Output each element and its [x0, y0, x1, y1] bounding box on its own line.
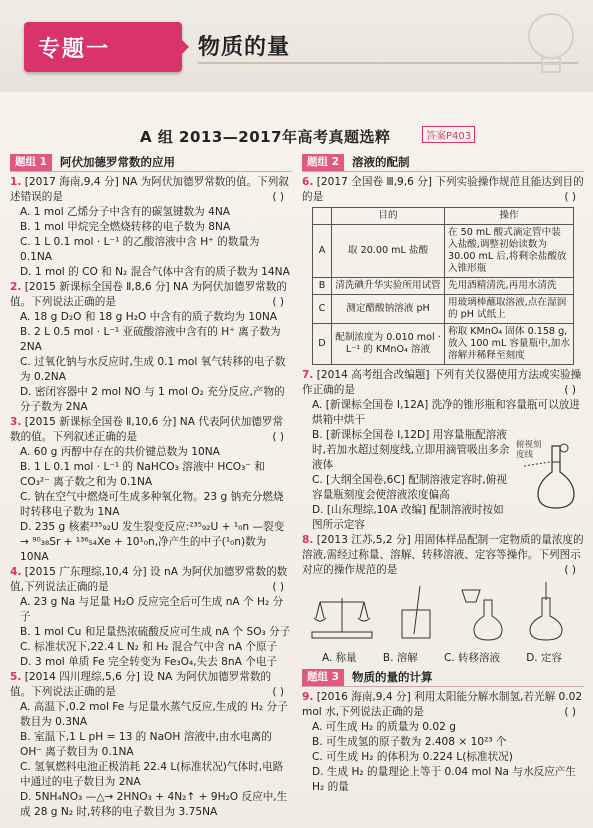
answer-bracket: ( ) [272, 686, 284, 698]
question-stem: [2014 四川理综,5,6 分] 设 NA 为阿伏加德罗常数的值。下列说法正确的是 [10, 671, 272, 698]
lightbulb-icon [520, 6, 582, 86]
topic-name: 阿伏加德罗常数的应用 [59, 155, 175, 169]
chapter-tab [24, 22, 182, 72]
answer-bracket: ( ) [564, 564, 576, 576]
question-number: 7. [302, 369, 314, 381]
option: A. 1 mol 乙烯分子中含有的碳氢键数为 4NA [20, 206, 231, 218]
figure-label: D. 定容 [526, 652, 562, 664]
row-purpose: 取 20.00 mL 盐酸 [332, 225, 445, 278]
row-purpose: 配制浓度为 0.010 mol · L⁻¹ 的 KMnO₄ 溶液 [332, 324, 445, 365]
option: A. 23 g Na 与足量 H₂O 反应完全后可生成 nA 个 H₂ 分子 [20, 596, 284, 623]
figure-labels [302, 651, 584, 666]
chevron-right-icon [182, 40, 189, 54]
question-8 [302, 533, 584, 666]
question-number: 3. [10, 416, 22, 428]
option: C. 可生成 H₂ 的体积为 0.224 L(标准状况) [312, 751, 513, 763]
left-column [10, 154, 292, 820]
table-header-blank [313, 208, 332, 225]
row-key: C [313, 295, 332, 324]
right-column [302, 154, 584, 795]
answer-tag: 答案P403 [422, 126, 475, 143]
question-stem: [2016 海南,9,4 分] 利用太阳能分解水制氢,若光解 0.02 mol 水,下列说法正确的是 [302, 691, 583, 718]
question-7 [302, 368, 584, 533]
option: A. 60 g 丙醇中存在的共价键总数为 10NA [20, 446, 220, 458]
answer-bracket: ( ) [564, 384, 576, 396]
question-stem: [2013 江苏,5,2 分] 用固体样品配制一定物质的量浓度的溶液,需经过称量、溶解、转移溶液、定容等操作。下列图示对应的操作规范的是 [302, 534, 584, 576]
row-operation: 称取 KMnO₄ 固体 0.158 g,放入 100 mL 容量瓶中,加水溶解并稀释至刻度 [445, 324, 574, 365]
topic-name: 物质的量的计算 [351, 670, 433, 684]
option: C. 标准状况下,22.4 L N₂ 和 H₂ 混合气中含 nA 个原子 [20, 641, 278, 653]
option: A. 高温下,0.2 mol Fe 与足量水蒸气反应,生成的 H₂ 分子数目为 0.3NA [20, 701, 288, 728]
option: B. 可生成氢的原子数为 2.408 × 10²³ 个 [312, 736, 507, 748]
option: D. 1 mol 的 CO 和 N₂ 混合气体中含有的质子数为 14NA [20, 266, 290, 278]
row-operation: 在 50 mL 酸式滴定管中装入盐酸,调整初始读数为 30.00 mL 后,将剩余盐酸放入锥形瓶 [445, 225, 574, 278]
question-stem: [2017 海南,9,4 分] NA 为阿伏加德罗常数的值。下列叙述错误的是 [10, 176, 289, 203]
option: B. [新课标全国卷 Ⅰ,12D] 用容量瓶配溶液时,若加水超过刻度线,立即用滴管吸出多余液体 [312, 429, 510, 471]
question-4 [10, 565, 292, 670]
group-title: A 组 2013—2017年高考真题选粹 [140, 128, 391, 146]
figure-label: B. 溶解 [382, 652, 418, 664]
question-stem: [2015 广东理综,10,4 分] 设 nA 为阿伏加德罗常数的数值,下列说法正确的是 [10, 566, 288, 593]
row-operation: 用玻璃棒蘸取溶液,点在湿润的 pH 试纸上 [445, 295, 574, 324]
answer-bracket: ( ) [564, 191, 576, 203]
option: A. 可生成 H₂ 的质量为 0.02 g [312, 721, 456, 733]
question-6 [302, 175, 584, 365]
table-row [313, 324, 574, 365]
transfer-figure [462, 590, 502, 640]
table-header-operation: 操作 [445, 208, 574, 225]
beaker-figure [402, 586, 430, 638]
option: C. [大纲全国卷,6C] 配制溶液定容时,俯视容量瓶刻度会使溶液浓度偏高 [312, 474, 507, 501]
question-9 [302, 690, 584, 795]
topic-tag: 题组 3 [302, 669, 344, 686]
chapter-tab-label: 专题一 [38, 37, 111, 62]
answer-bracket: ( ) [272, 431, 284, 443]
question-stem: [2015 新课标全国卷 Ⅱ,10,6 分] NA 代表阿伏加德罗常数的值。下列叙述正确的是 [10, 416, 284, 443]
topic-header-3 [302, 669, 584, 687]
figure-note: 俯视刻度线 [516, 440, 542, 460]
option: A. 18 g D₂O 和 18 g H₂O 中含有的质子数均为 10NA [20, 311, 278, 323]
question-stem: [2015 新课标全国卷 Ⅱ,8,6 分] NA 为阿伏加德罗常数的值。下列说法正确的是 [10, 281, 287, 308]
question-number: 5. [10, 671, 22, 683]
balance-figure [312, 598, 372, 638]
option: D. 密闭容器中 2 mol NO 与 1 mol O₂ 充分反应,产物的分子数为 2NA [20, 386, 285, 413]
chapter-header [0, 0, 593, 92]
row-operation: 先用酒精清洗,再用水清洗 [445, 278, 574, 295]
operation-figures [302, 580, 584, 646]
question-3 [10, 415, 292, 565]
chapter-title: 物质的量 [198, 35, 291, 60]
question-1 [10, 175, 292, 280]
option: B. 1 mol 甲烷完全燃烧转移的电子数为 8NA [20, 221, 231, 233]
question-2 [10, 280, 292, 415]
question-number: 9. [302, 691, 314, 703]
topic-header-2 [302, 154, 584, 172]
question-5 [10, 670, 292, 820]
flask-figure [530, 582, 562, 640]
row-purpose: 清洗碘升华实验所用试管 [332, 278, 445, 295]
table-header-purpose: 目的 [332, 208, 445, 225]
topic-tag: 题组 2 [302, 154, 344, 171]
row-key: D [313, 324, 332, 365]
option: C. 1 L 0.1 mol · L⁻¹ 的乙酸溶液中含 H⁺ 的数量为 0.1NA [20, 236, 260, 263]
table-row [313, 278, 574, 295]
option: D. 5NH₄NO₃ —△→ 2HNO₃ + 4N₂↑ + 9H₂O 反应中,生成 28 g N₂ 时,转移的电子数目为 3.75NA [20, 791, 288, 818]
experiment-table [312, 207, 574, 365]
option: C. 钠在空气中燃烧可生成多种氧化物。23 g 钠充分燃烧时转移电子数为 1NA [20, 491, 284, 518]
answer-bracket: ( ) [272, 581, 284, 593]
option: D. 235 g 核素²³⁵₉₂U 发生裂变反应:²³⁵₉₂U + ¹₀n —裂变→ ⁹⁰₃₈Sr + ¹³⁶₅₄Xe + 10¹₀n,净产生的中子(¹₀n)数为 10NA [20, 521, 285, 563]
table-row [313, 295, 574, 324]
option: D. 生成 H₂ 的量理论上等于 0.04 mol Na 与水反应产生 H₂ 的量 [312, 766, 576, 793]
answer-bracket: ( ) [272, 191, 284, 203]
table-row [313, 225, 574, 278]
row-key: A [313, 225, 332, 278]
answer-bracket: ( ) [272, 296, 284, 308]
question-stem: [2014 高考组合改编题] 下列有关仪器使用方法或实验操作正确的是 [302, 369, 582, 396]
figure-label: C. 转移溶液 [443, 652, 500, 664]
option: B. 室温下,1 L pH = 13 的 NaOH 溶液中,由水电离的 OH⁻ 离子数目为 0.1NA [20, 731, 272, 758]
question-number: 2. [10, 281, 22, 293]
option: B. 1 L 0.1 mol · L⁻¹ 的 NaHCO₃ 溶液中 HCO₃⁻ 和 CO₃²⁻ 离子数之和为 0.1NA [20, 461, 265, 488]
question-number: 1. [10, 176, 22, 188]
row-purpose: 测定醋酸钠溶液 pH [332, 295, 445, 324]
question-number: 4. [10, 566, 22, 578]
topic-name: 溶液的配制 [351, 155, 410, 169]
topic-tag: 题组 1 [10, 154, 52, 171]
option: C. 过氧化钠与水反应时,生成 0.1 mol 氧气转移的电子数为 0.2NA [20, 356, 286, 383]
row-key: B [313, 278, 332, 295]
question-number: 6. [302, 176, 314, 188]
answer-bracket: ( ) [564, 706, 576, 718]
figure-label: A. 称量 [322, 652, 357, 664]
option: D. [山东理综,10A 改编] 配制溶液时按如图所示定容 [312, 504, 504, 531]
option: B. 1 mol Cu 和足量热浓硫酸反应可生成 nA 个 SO₃ 分子 [20, 626, 291, 638]
question-stem: [2017 全国卷 Ⅲ,9,6 分] 下列实验操作规范且能达到目的的是 [302, 176, 584, 203]
option: C. 氢氧燃料电池正极消耗 22.4 L(标准状况)气体时,电路中通过的电子数目为 2NA [20, 761, 284, 788]
option: A. [新课标全国卷 Ⅰ,12A] 洗净的锥形瓶和容量瓶可以放进烘箱中烘干 [312, 399, 580, 426]
topic-header-1 [10, 154, 292, 172]
option: B. 2 L 0.5 mol · L⁻¹ 亚硫酸溶液中含有的 H⁺ 离子数为 2NA [20, 326, 281, 353]
option: D. 3 mol 单质 Fe 完全转变为 Fe₃O₄,失去 8nA 个电子 [20, 656, 278, 668]
question-number: 8. [302, 534, 314, 546]
